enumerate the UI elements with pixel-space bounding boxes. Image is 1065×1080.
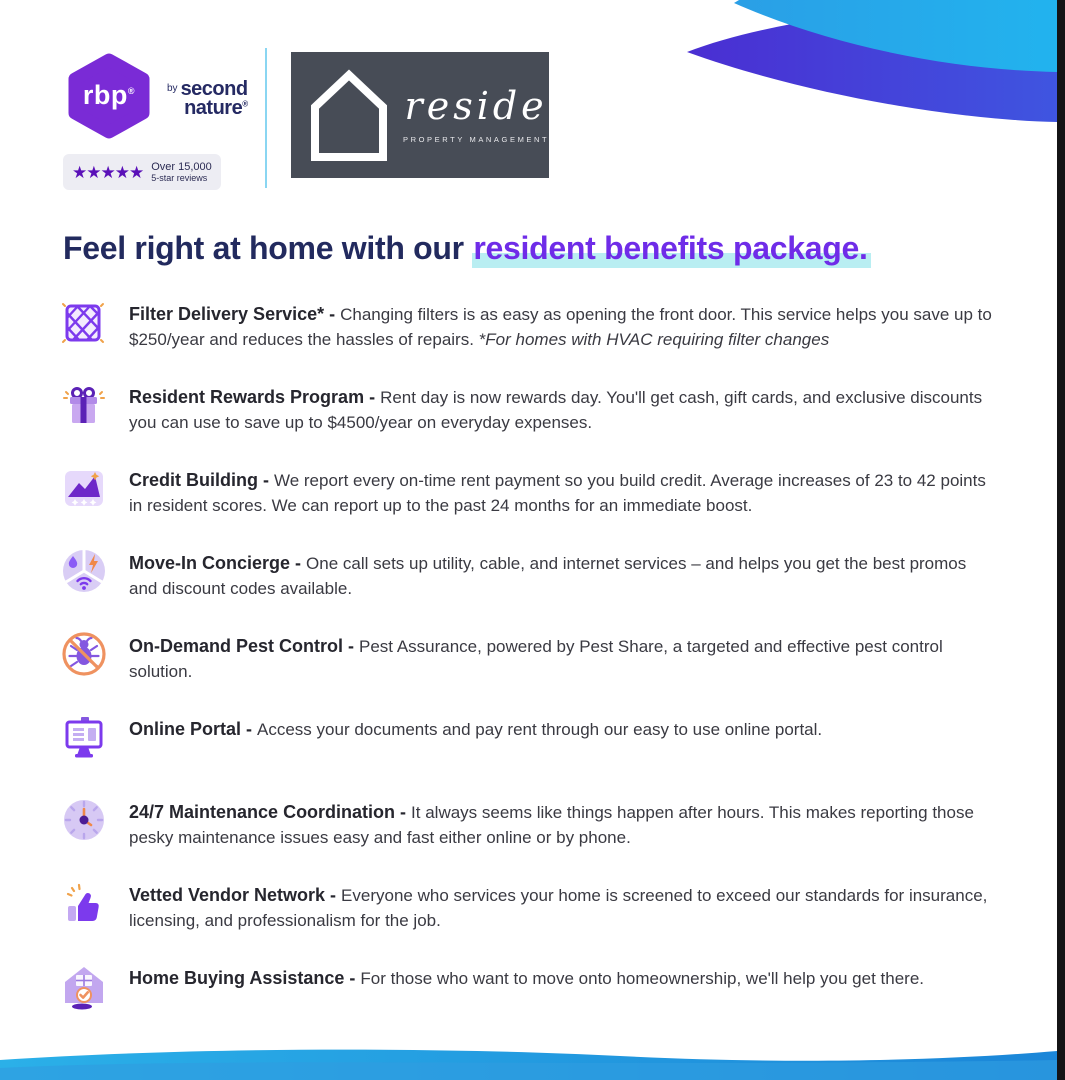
brand-line-second: second [180, 78, 248, 100]
benefit-title: Move-In Concierge - [129, 553, 307, 573]
reviews-caption: 5-star reviews [151, 173, 208, 183]
header [63, 50, 549, 190]
bottom-wave-decoration [0, 1046, 1057, 1080]
house-outline-icon [307, 67, 391, 163]
utilities-icon [60, 547, 108, 595]
benefit-title: Home Buying Assistance - [129, 968, 361, 988]
benefit-description: Access your documents and pay rent through our easy to use online portal. [257, 720, 823, 739]
rbp-registered-mark: ® [127, 86, 136, 96]
logo-divider [265, 48, 267, 188]
benefits-list [60, 300, 992, 1047]
benefit-description: Pest Assurance, powered by Pest Share, a targeted and effective pest control solution. [129, 637, 943, 681]
rbp-badge-icon [63, 50, 159, 142]
house-check-icon [60, 962, 108, 1010]
benefit-description: We report every on-time rent payment so you build credit. Average increases of 23 to 42 points in resident scores. We can report up to the past 24 months for an immediate boost. [129, 471, 986, 515]
title-highlight: resident benefits package. [472, 230, 870, 268]
reviews-count: Over 15,000 [151, 161, 212, 173]
air-filter-icon [60, 298, 108, 346]
benefit-row-online-portal [60, 715, 992, 767]
rbp-logo-block [63, 50, 248, 190]
benefit-description: Changing filters is as easy as opening the front door. This service helps you save up to $250/year and reduces the hassles of repairs. [129, 305, 992, 349]
reside-wordmark: reside [404, 83, 548, 128]
benefit-title: Vetted Vendor Network - [129, 885, 342, 905]
benefit-description: It always seems like things happen after hours. This makes reporting those pesky maintenance issues easy and fast either online or by phone. [129, 803, 974, 847]
benefit-row-rewards [60, 383, 992, 435]
benefit-row-filter-delivery [60, 300, 992, 352]
clock-icon [60, 796, 108, 844]
benefit-title: Resident Rewards Program - [129, 387, 381, 407]
benefit-description: Rent day is now rewards day. You'll get cash, gift cards, and exclusive discounts you can use to save up to $4500/year on everyday expenses. [129, 388, 983, 432]
benefit-description: For those who want to move onto homeownership, we'll help you get there. [360, 969, 925, 988]
benefit-title: On-Demand Pest Control - [129, 636, 360, 656]
benefit-description: One call sets up utility, cable, and internet services – and helps you get the best promos and discount codes available. [129, 554, 967, 598]
no-pests-icon [60, 630, 108, 678]
gift-icon [60, 381, 108, 429]
five-stars-icon: ★★★★★ [72, 162, 144, 182]
credit-chart-icon [60, 464, 108, 512]
top-swoosh-decoration [659, 0, 1057, 138]
benefit-title: Online Portal - [129, 719, 258, 739]
page-title [63, 230, 1023, 267]
title-prefix: Feel right at home with our [63, 230, 473, 266]
benefit-title: 24/7 Maintenance Coordination - [129, 802, 412, 822]
benefit-title: Credit Building - [129, 470, 274, 490]
benefit-row-credit-building [60, 466, 992, 518]
reviews-badge [63, 154, 221, 190]
benefit-row-pest-control [60, 632, 992, 684]
benefit-row-vendor-network [60, 881, 992, 933]
benefit-row-home-buying [60, 964, 992, 1016]
reside-logo [291, 52, 549, 178]
benefit-description: Everyone who services your home is screened to exceed our standards for insurance, licensing, and professionalism for the job. [129, 886, 988, 930]
by-label: by [167, 83, 178, 94]
rbp-wordmark: rbp® [82, 80, 136, 110]
thumbs-up-icon [60, 879, 108, 927]
brand-line-nature: nature® [184, 97, 248, 119]
benefit-row-move-in-concierge [60, 549, 992, 601]
benefit-title: Filter Delivery Service* - [129, 304, 341, 324]
benefit-row-maintenance [60, 798, 992, 850]
benefit-footnote: *For homes with HVAC requiring filter changes [478, 329, 830, 349]
monitor-icon [60, 713, 108, 761]
second-nature-wordmark [167, 80, 248, 118]
reside-tagline: PROPERTY MANAGEMENT [403, 134, 550, 144]
right-edge-bar [1057, 0, 1065, 1080]
